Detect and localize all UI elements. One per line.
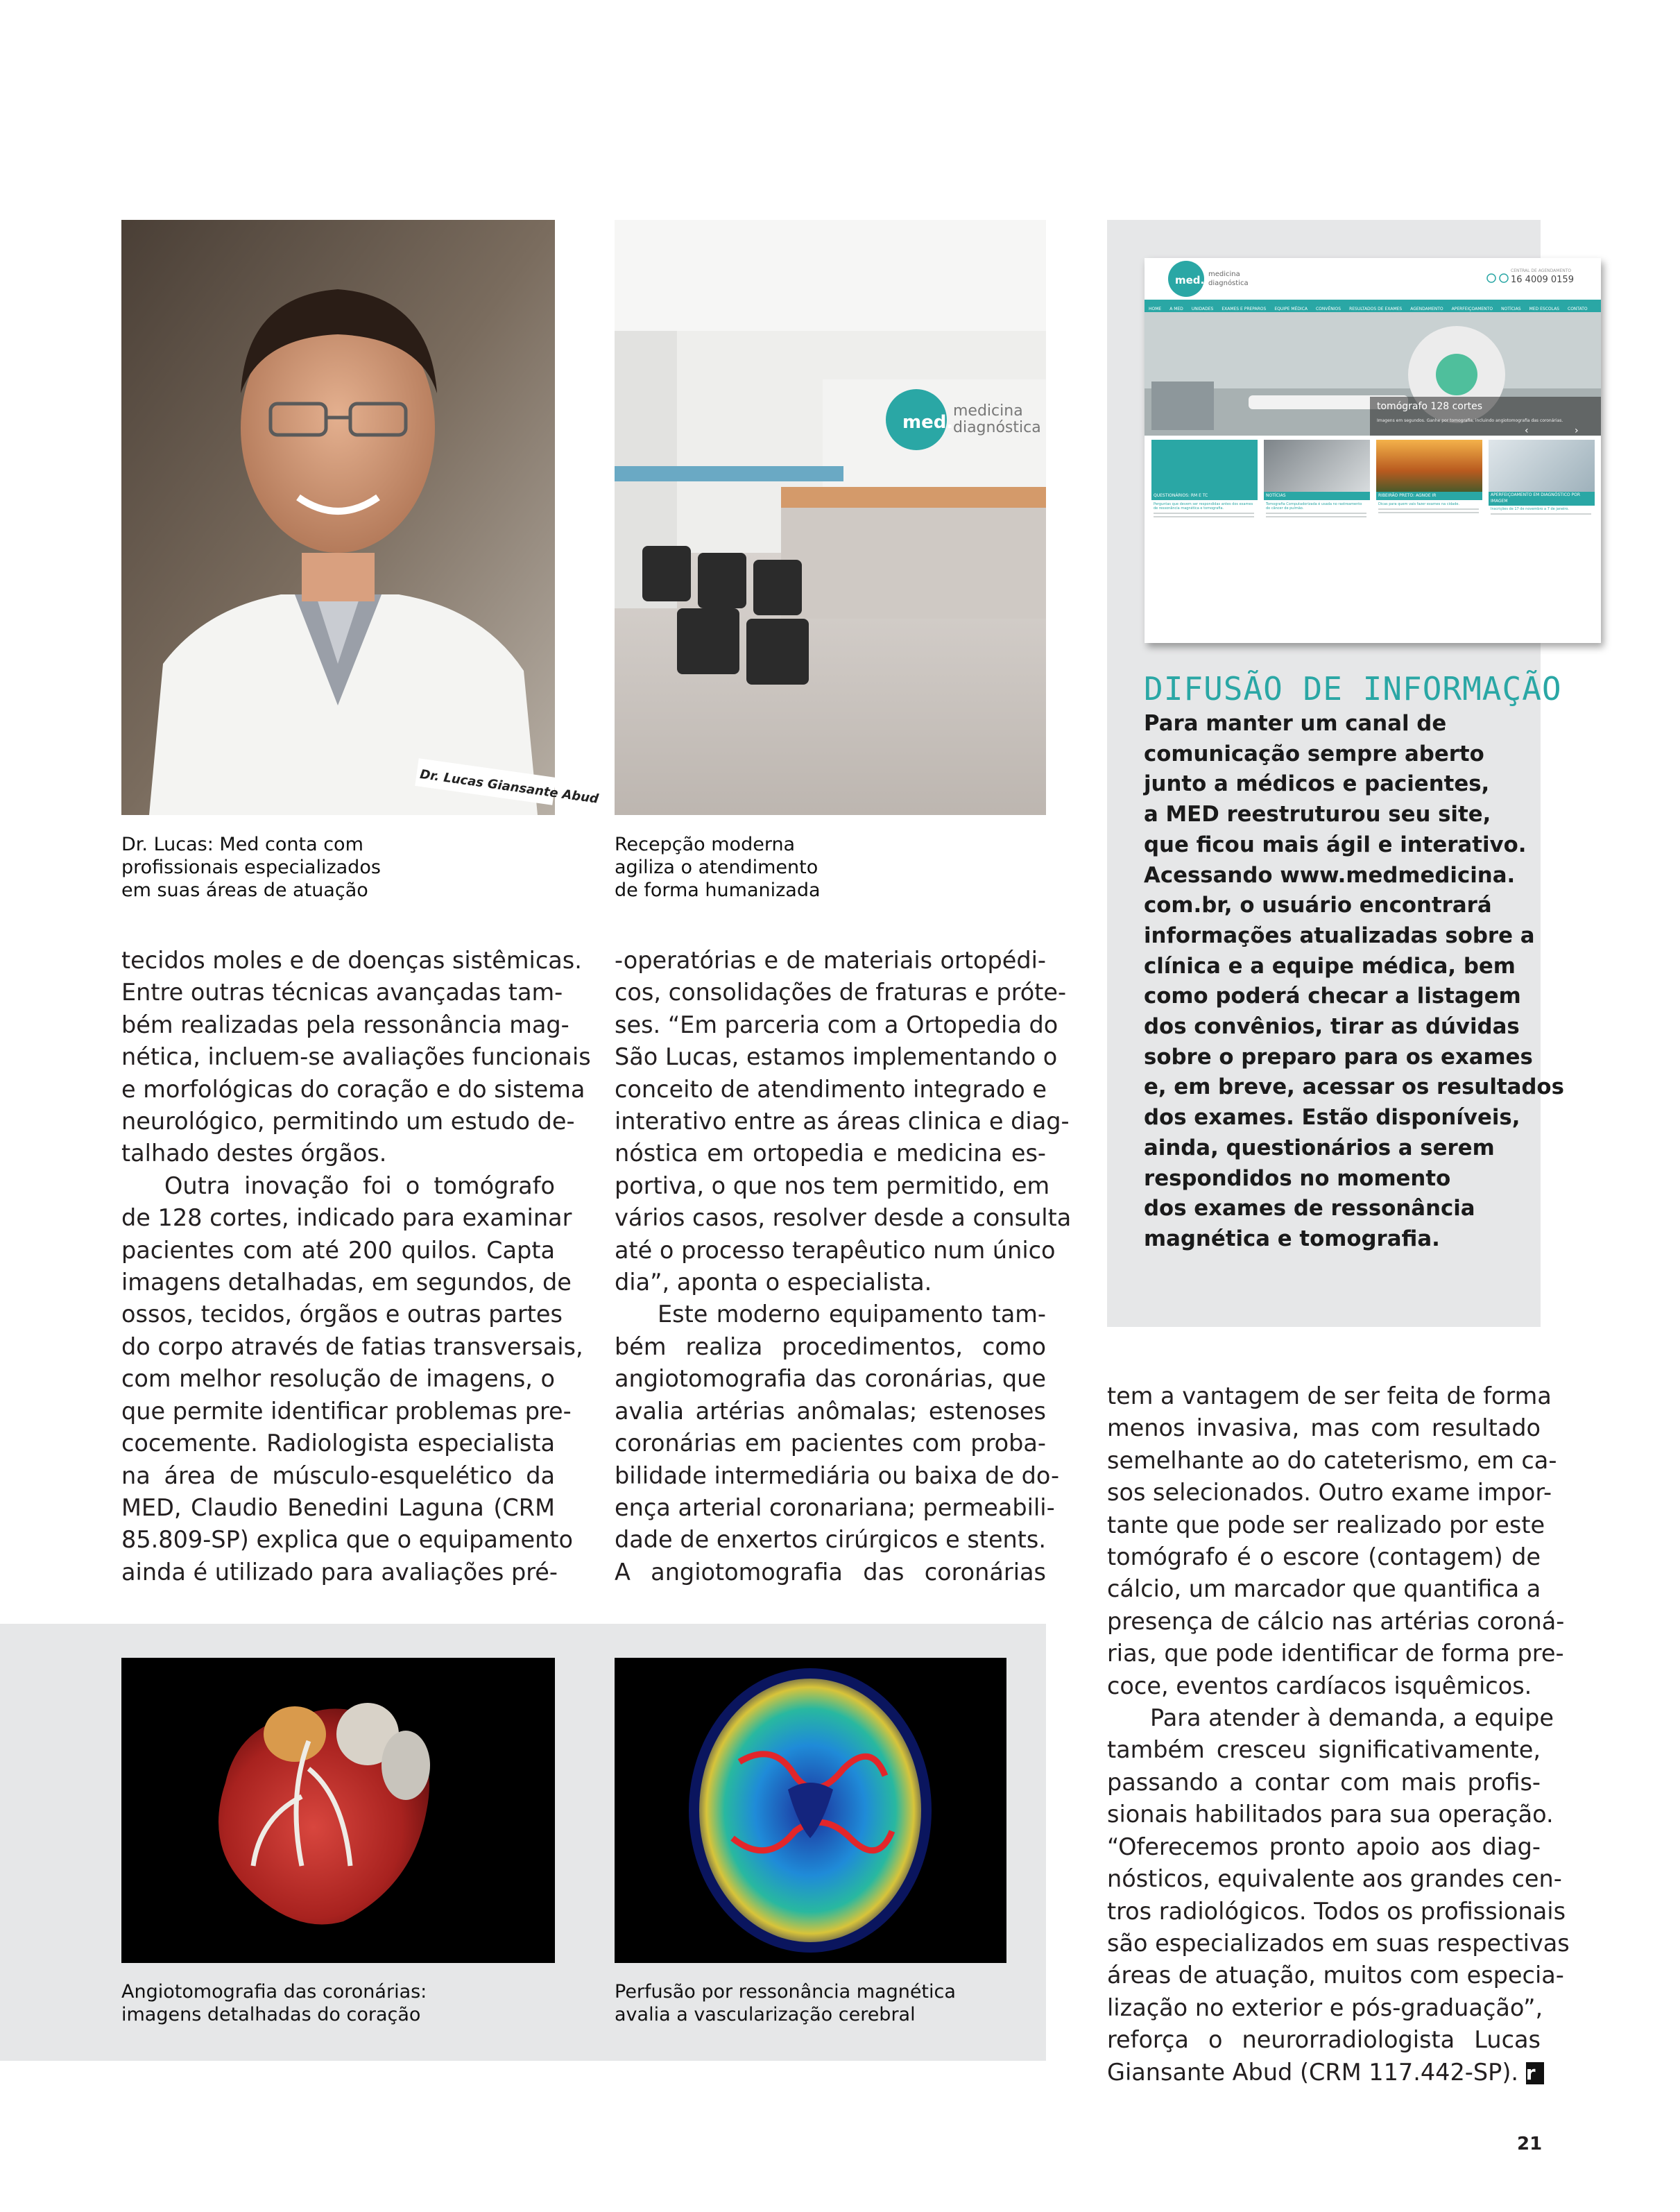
text-line: menos invasiva, mas com resultado — [1107, 1414, 1541, 1442]
website-tile — [1376, 440, 1482, 520]
text-line: imagens detalhadas, em segundos, de — [121, 1269, 572, 1296]
text-line: dade de enxertos cirúrgicos e stents. — [615, 1526, 1047, 1554]
text-line — [1107, 2057, 1541, 2089]
sidebar-line: junto a médicos e pacientes, — [1144, 771, 1490, 797]
text-line: cocemente. Radiologista especialista — [121, 1430, 555, 1457]
text-line: vários casos, resolver desde a consulta — [615, 1204, 1072, 1232]
text-line: interativo entre as áreas clinica e diag- — [615, 1108, 1070, 1135]
doctor-photo — [121, 220, 600, 815]
text-line: nósticos, equivalente aos grandes cen- — [1107, 1865, 1562, 1893]
text-line: sionais habilitados para sua operação. — [1107, 1801, 1554, 1828]
tile-image — [1264, 440, 1370, 492]
website-tile — [1489, 440, 1595, 520]
website-nav-item: RESULTADOS DE EXAMES — [1349, 307, 1403, 311]
reception-logo-mark: med. — [902, 412, 954, 433]
doctor-caption-line: profissionais especializados — [121, 857, 381, 878]
sidebar-line: Acessando www.medmedicina. — [1144, 862, 1516, 888]
website-nav-item: MED ESCOLAS — [1529, 307, 1559, 311]
doctor-caption-line: em suas áreas de atuação — [121, 880, 368, 901]
heart-image — [121, 1658, 555, 1963]
text-line: lização no exterior e pós-graduação”, — [1107, 1994, 1543, 2021]
text-line: -operatórias e de materiais ortopédi- — [615, 947, 1046, 974]
text-line: portiva, o que nos tem permitido, em — [615, 1172, 1050, 1199]
clipboard-icon — [1151, 440, 1258, 492]
text-line: coronárias em pacientes com proba- — [615, 1430, 1046, 1457]
text-line: com melhor resolução de imagens, o — [121, 1365, 555, 1393]
body-column-3 — [1107, 1380, 1570, 2089]
text-line: bém realiza procedimentos, como — [615, 1332, 1046, 1360]
text-line: ossos, tecidos, órgãos e outras partes — [121, 1301, 563, 1328]
reception-caption-line: de forma humanizada — [615, 880, 821, 901]
text-line: tante que pode ser realizado por este — [1107, 1511, 1545, 1538]
text-line: e morfológicas do coração e do sistema — [121, 1075, 585, 1103]
sidebar-line: informações atualizadas sobre a — [1144, 923, 1535, 948]
tile-image — [1489, 440, 1595, 492]
website-nav-item: NOTÍCIAS — [1501, 307, 1521, 311]
website-nav-item: CONVÊNIOS — [1315, 307, 1342, 311]
text-line: coce, eventos cardíacos isquêmicos. — [1107, 1672, 1532, 1699]
text-line: que permite identificar problemas pre- — [121, 1397, 572, 1425]
text-line: bilidade intermediária ou baixa de do- — [615, 1461, 1060, 1489]
website-hero — [1145, 312, 1601, 436]
sidebar-line: magnética e tomografia. — [1144, 1226, 1440, 1251]
text-line: semelhante ao do cateterismo, em ca- — [1107, 1446, 1557, 1474]
text-line: reforça o neurorradiologista Lucas — [1107, 2026, 1541, 2054]
text-line: áreas de atuação, muitos com especia- — [1107, 1962, 1564, 1989]
text-line: cos, consolidações de fraturas e próte- — [615, 979, 1067, 1006]
website-tile-text: Perguntas que devem ser respondidas antes dos exames de ressonância magnética e tomografia. — [1154, 502, 1253, 511]
text-line: dia”, aponta o especialista. — [615, 1269, 932, 1296]
website-nav-item: APERFEIÇOAMENTO — [1451, 307, 1493, 311]
brain-caption-line: avalia a vascularização cerebral — [615, 2004, 916, 2025]
doctor-badge: Dr. Lucas Giansante Abud — [419, 766, 600, 807]
website-logo-line2: diagnóstica — [1208, 280, 1249, 287]
website-nav-item: A MED — [1169, 307, 1183, 311]
website-tile-text: Tomografia Computadorizada é usada no rastreamento do câncer de pulmão. — [1266, 502, 1362, 511]
reception-photo — [615, 220, 1046, 815]
website-phone: 16 4009 0159 — [1511, 275, 1574, 285]
text-line: MED, Claudio Benedini Laguna (CRM — [121, 1493, 555, 1521]
website-tile-label: QUESTIONÁRIOS: RM E TC — [1151, 492, 1258, 500]
text-line: tem a vantagem de ser feita de forma — [1107, 1382, 1552, 1409]
doctor-caption — [121, 833, 555, 902]
website-logo-line1: medicina — [1208, 271, 1240, 278]
text-line: de 128 cortes, indicado para examinar — [121, 1204, 572, 1232]
reception-logo-line2: diagnóstica — [953, 419, 1041, 436]
brain-image — [615, 1658, 1006, 1963]
text-line: ainda é utilizado para avaliações pré- — [121, 1558, 558, 1586]
website-screenshot — [1145, 258, 1601, 643]
website-phone-label: CENTRAL DE AGENDAMENTO — [1511, 268, 1572, 273]
text-line: 85.809-SP) explica que o equipamento — [121, 1526, 574, 1554]
text-line: são especializados em suas respectivas — [1107, 1929, 1570, 1957]
sidebar-line: clínica e a equipe médica, bem — [1144, 953, 1516, 979]
chevron-right-icon: › — [1575, 425, 1579, 436]
text-line: rias, que pode identificar de forma pre- — [1107, 1640, 1564, 1667]
reception-caption-line: Recepção moderna — [615, 834, 796, 855]
text-line: cálcio, um marcador que quantifica a — [1107, 1575, 1541, 1603]
sidebar-title: DIFUSÃO DE INFORMAÇÃO — [1144, 670, 1562, 708]
email-icon — [1487, 274, 1495, 282]
website-nav-item: UNIDADES — [1191, 307, 1214, 311]
text-line: na área de músculo-esquelético da — [121, 1461, 555, 1489]
text-line: até o processo terapêutico num único — [615, 1236, 1056, 1264]
reception-caption-line: agiliza o atendimento — [615, 857, 818, 878]
sidebar-line: com.br, o usuário encontrará — [1144, 893, 1492, 918]
doctor-caption-line: Dr. Lucas: Med conta com — [121, 834, 363, 855]
website-hero-title: tomógrafo 128 cortes — [1377, 401, 1483, 412]
sidebar-line: sobre o preparo para os exames — [1144, 1044, 1533, 1070]
text-line: presença de cálcio nas artérias coroná- — [1107, 1607, 1565, 1635]
sidebar-line: dos exames. Estão disponíveis, — [1144, 1105, 1520, 1131]
website-tile-label: APERFEIÇOAMENTO EM DIAGNÓSTICO POR IMAGEM — [1489, 492, 1595, 506]
website-tiles — [1151, 440, 1595, 520]
text-line: Este moderno equipamento tam- — [658, 1301, 1046, 1328]
website-nav-item: HOME — [1149, 307, 1162, 311]
text-line: Entre outras técnicas avançadas tam- — [121, 979, 563, 1006]
heart-caption-line: Angiotomografia das coronárias: — [121, 1981, 427, 2003]
text-line: “Oferecemos pronto apoio aos diag- — [1107, 1833, 1541, 1860]
sidebar-line: como poderá checar a listagem — [1144, 984, 1521, 1009]
website-tile — [1151, 440, 1258, 520]
text-line: A angiotomografia das coronárias — [615, 1558, 1046, 1586]
sidebar-line: Para manter um canal de — [1144, 711, 1447, 736]
text-line-content: Giansante Abud (CRM 117.442-SP). — [1107, 2058, 1519, 2086]
text-line: tros radiológicos. Todos os profissionais — [1107, 1897, 1566, 1925]
website-nav — [1145, 300, 1601, 312]
text-line: conceito de atendimento integrado e — [615, 1075, 1047, 1103]
text-line: Outra inovação foi o tomógrafo — [164, 1172, 555, 1199]
chevron-left-icon: ‹ — [1525, 425, 1529, 436]
body-column-2 — [615, 945, 1072, 1588]
website-tile-label: RIBEIRÃO PRETO: AGNOE IR — [1376, 492, 1482, 500]
text-line: ses. “Em parceria com a Ortopedia do — [615, 1011, 1058, 1038]
text-line: angiotomografia das coronárias, que — [615, 1365, 1046, 1393]
text-line: talhado destes órgãos. — [121, 1140, 387, 1167]
phone-icon — [1500, 274, 1508, 282]
text-line: passando a contar com mais profis- — [1107, 1768, 1541, 1796]
heart-caption — [121, 1980, 555, 2026]
sidebar-body — [1144, 709, 1564, 1255]
tile-image — [1376, 440, 1482, 492]
reception-caption — [615, 833, 1046, 902]
sidebar-line: a MED reestruturou seu site, — [1144, 802, 1491, 828]
text-line: pacientes com até 200 quilos. Capta — [121, 1236, 555, 1264]
text-line: bém realizadas pela ressonância mag- — [121, 1011, 569, 1038]
sidebar-line: respondidos no momento — [1144, 1165, 1451, 1191]
text-line: sos selecionados. Outro exame impor- — [1107, 1479, 1552, 1507]
text-line: Para atender à demanda, a equipe — [1150, 1704, 1554, 1732]
text-line: neurológico, permitindo um estudo de- — [121, 1108, 575, 1135]
website-tile-text: Dicas para quem vais fazer exames na cidade. — [1378, 502, 1460, 506]
heart-caption-line: imagens detalhadas do coração — [121, 2004, 421, 2025]
text-line: São Lucas, estamos implementando o — [615, 1043, 1058, 1071]
website-tile-text: Inscrições de 17 de novembro a 7 de janeiro. — [1491, 507, 1569, 511]
sidebar-line: e, em breve, acessar os resultados — [1144, 1074, 1564, 1100]
text-line: avalia artérias anômalas; estenoses — [615, 1397, 1046, 1425]
text-line: nética, incluem-se avaliações funcionais — [121, 1043, 591, 1071]
website-tile — [1264, 440, 1370, 520]
brain-caption-line: Perfusão por ressonância magnética — [615, 1981, 956, 2003]
text-line: ença arterial coronariana; permeabili- — [615, 1493, 1055, 1521]
page-number: 21 — [1517, 2134, 1543, 2154]
brain-caption — [615, 1980, 1046, 2026]
website-nav-item: CONTATO — [1568, 307, 1588, 311]
website-nav-item: EXAMES E PREPAROS — [1222, 307, 1267, 311]
sidebar-line: comunicação sempre aberto — [1144, 741, 1484, 766]
end-mark: r — [1526, 2062, 1544, 2084]
text-line: tecidos moles e de doenças sistêmicas. — [121, 947, 582, 974]
text-line: nóstica em ortopedia e medicina es- — [615, 1140, 1046, 1167]
website-nav-item: EQUIPE MÉDICA — [1274, 307, 1308, 311]
website-header — [1145, 258, 1601, 300]
body-column-1 — [121, 945, 591, 1588]
sidebar-line: dos convênios, tirar as dúvidas — [1144, 1014, 1520, 1040]
website-tile-label: NOTÍCIAS — [1264, 492, 1370, 500]
text-line: tomógrafo é o escore (contagem) de — [1107, 1543, 1541, 1571]
sidebar-line: que ficou mais ágil e interativo. — [1144, 832, 1527, 857]
text-line: do corpo através de fatias transversais, — [121, 1332, 583, 1360]
sidebar-line: ainda, questionários a serem — [1144, 1135, 1495, 1160]
sidebar-line: dos exames de ressonância — [1144, 1196, 1475, 1221]
text-line: também cresceu significativamente, — [1107, 1736, 1541, 1764]
website-hero-sub: Imagens em segundos. Ganhe por tomografia, incluindo angiotomografia das coronárias. — [1377, 418, 1563, 423]
website-nav-item: AGENDAMENTO — [1410, 307, 1443, 311]
website-logo-mark: med. — [1175, 274, 1205, 286]
reception-logo-line1: medicina — [953, 402, 1023, 420]
